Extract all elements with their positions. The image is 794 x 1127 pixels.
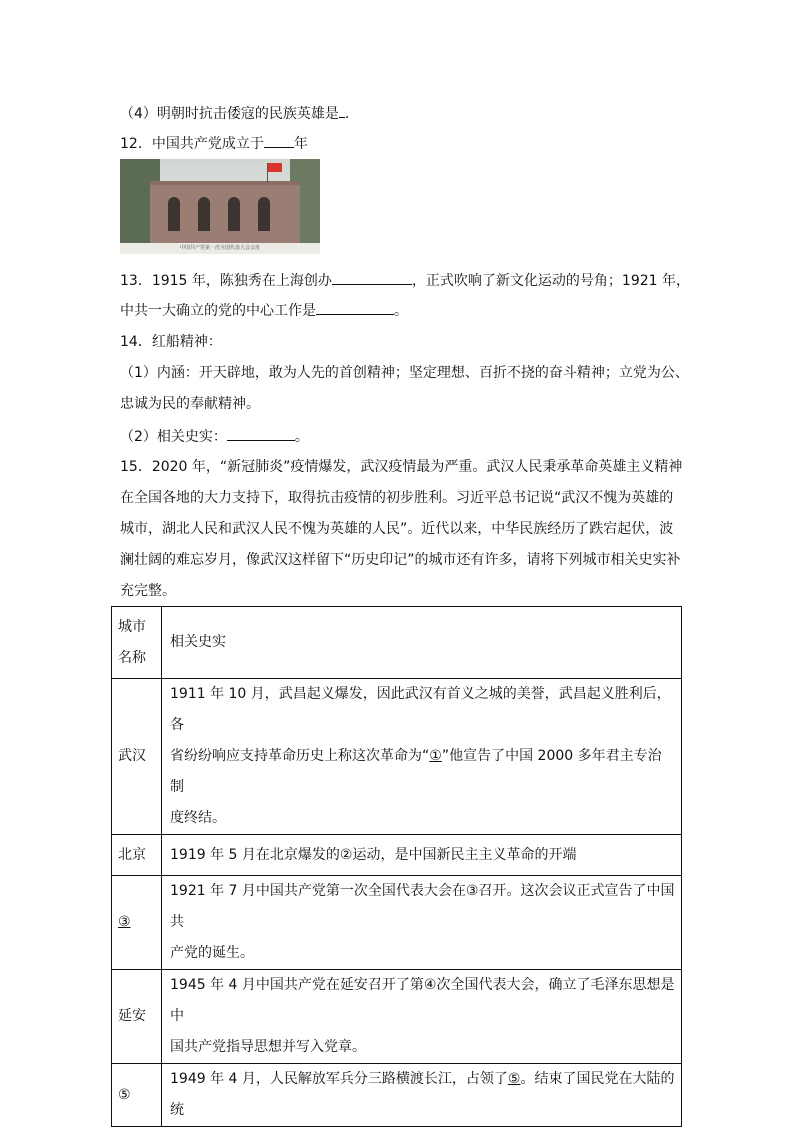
q4-text: （4）明朝时抗击倭寇的民族英雄是 [120, 106, 339, 122]
table-row [112, 1064, 682, 1127]
photo-caption: 中国共产党第一次全国代表大会会址 [120, 243, 320, 254]
city-cell: ③ [112, 876, 162, 970]
fact-cell: 1911 年 10 月，武昌起义爆发，因此武汉有首义之城的美誉，武昌起义胜利后，各 省纷纷响应支持革命历史上称这次革命为“①”他宣告了中国 2000 多年君主专治制 度终结。 [162, 679, 682, 835]
question-15: 15．2020 年，“新冠肺炎”疫情爆发，武汉疫情最为严重。武汉人民秉承革命英雄主义精神 [120, 459, 683, 475]
answer-blank[interactable] [227, 426, 295, 441]
table-row [112, 679, 682, 835]
header-city: 城市 名称 [112, 607, 162, 679]
fact-cell: 1919 年 5 月在北京爆发的②运动，是中国新民主主义革命的开端 [162, 835, 682, 876]
city-cell: 延安 [112, 970, 162, 1064]
table-row [112, 970, 682, 1064]
question-15-l4: 澜壮阔的难忘岁月，像武汉这样留下“历史印记”的城市还有许多，请将下列城市相关史实补 [120, 552, 681, 568]
question-14: 14．红船精神： [120, 334, 222, 350]
header-fact: 相关史实 [162, 607, 682, 679]
answer-blank[interactable] [332, 270, 412, 285]
table-row [112, 835, 682, 876]
answer-blank[interactable] [264, 133, 294, 148]
flag-icon [268, 163, 282, 172]
question-15-l3: 城市，湖北人民和武汉人民不愧为英雄的人民”。近代以来，中华民族经历了跌宕起伏，波 [120, 521, 674, 537]
city-cell: 武汉 [112, 679, 162, 835]
answer-mark[interactable]: ① [429, 748, 442, 764]
question-14-1: （1）内涵：开天辟地，敢为人先的首创精神；坚定理想、百折不挠的奋斗精神；立党为公、 [120, 365, 689, 381]
question-15-l5: 充完整。 [120, 583, 176, 599]
city-history-table [111, 606, 682, 1127]
question-13-cont: 中共一大确立的党的中心工作是 。 [120, 300, 408, 321]
congress-site-photo [120, 159, 320, 254]
question-14-2: （2）相关史实： 。 [120, 426, 309, 447]
answer-mark[interactable]: ② [339, 846, 353, 863]
fact-cell: 1945 年 4 月中国共产党在延安召开了第④次全国代表大会，确立了毛泽东思想是中 国共产党指导思想并写入党章。 [162, 970, 682, 1064]
question-15-l2: 在全国各地的大力支持下，取得抗击疫情的初步胜利。习近平总书记说“武汉不愧为英雄的 [120, 490, 674, 506]
answer-mark[interactable]: ③ [465, 883, 479, 899]
question-12: 12．中国共产党成立于 年 [120, 133, 308, 154]
city-cell: 北京 [112, 835, 162, 876]
table-row [112, 876, 682, 970]
q12-text: 12．中国共产党成立于 [120, 136, 264, 152]
answer-mark[interactable]: ④ [423, 977, 437, 993]
question-13: 13．1915 年，陈独秀在上海创办 ，正式吹响了新文化运动的号角；1921 年， [120, 270, 690, 291]
question-14-1-cont: 忠诚为民的奉献精神。 [120, 396, 260, 412]
question-4: （4）明朝时抗击倭寇的民族英雄是 . [120, 103, 349, 124]
fact-cell: 1949 年 4 月，人民解放军兵分三路横渡长江，占领了⑤。结束了国民党在大陆的统 [162, 1064, 682, 1127]
fact-cell: 1921 年 7 月中国共产党第一次全国代表大会在③召开。这次会议正式宣告了中国共 产党的诞生。 [162, 876, 682, 970]
answer-mark[interactable]: ⑤ [507, 1071, 521, 1087]
city-cell: ⑤ [112, 1064, 162, 1127]
answer-blank[interactable] [316, 300, 394, 315]
table-header-row [112, 607, 682, 679]
